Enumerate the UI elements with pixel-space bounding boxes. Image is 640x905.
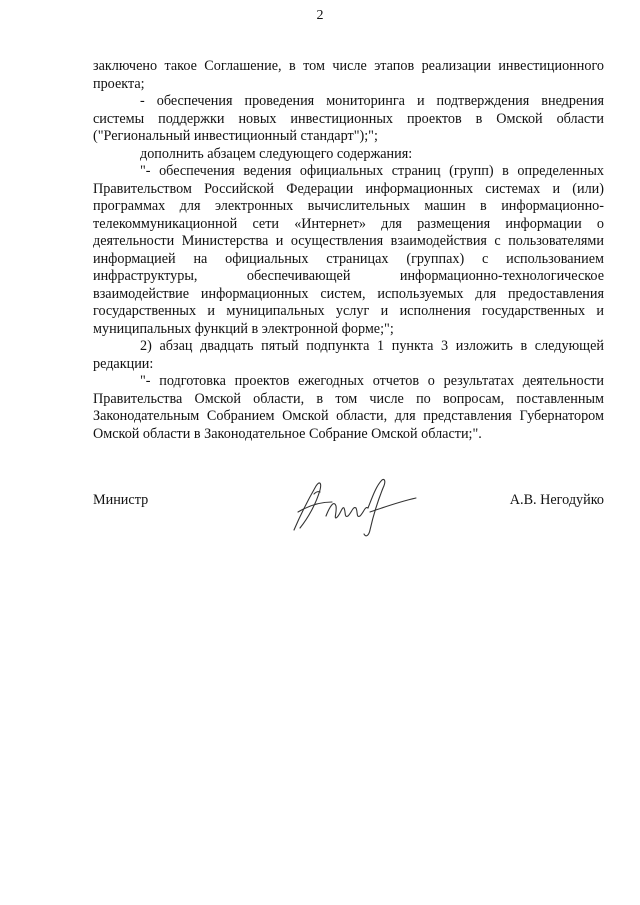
document-body bbox=[93, 58, 604, 443]
signatory-name: А.В. Негодуйко bbox=[509, 492, 604, 508]
handwritten-signature bbox=[286, 472, 436, 542]
paragraph-official-pages: "- обеспечения ведения официальных страниц (групп) в определенных Правительством Российской Федерации информационных системах и (или) программах для электронных вычислительных машин в информационно-телекоммуникационной сети «Интернет» для размещения информации о деятельности Министерства и осуществления взаимодействия с пользователями информацией на официальных страницах (группах) с использованием инфраструктуры, обеспечивающей информационно-технологическое взаимодействие информационных систем, используемых для предоставления государственных и муниципальных услуг и исполнения государственных и муниципальных функций в электронной форме;"; bbox=[93, 163, 604, 337]
paragraph-monitoring: - обеспечения проведения мониторинга и подтверждения внедрения системы поддержки новых инвестиционных проектов в Омской области ("Региональный инвестиционный стандарт");"; bbox=[93, 93, 604, 144]
page-number: 2 bbox=[316, 8, 324, 23]
paragraph-agreement-stages: заключено такое Соглашение, в том числе этапов реализации инвестиционного проекта; bbox=[93, 58, 604, 92]
paragraph-annual-reports: "- подготовка проектов ежегодных отчетов о результатах деятельности Правительства Омской области, в том числе по вопросам, поставленным Законодательным Собранием Омской области, для представления Губернатором Омской области в Законодательное Собрание Омской области;". bbox=[93, 373, 604, 442]
paragraph-supplement-intro: дополнить абзацем следующего содержания: bbox=[140, 145, 413, 162]
signatory-title: Министр bbox=[93, 492, 149, 508]
paragraph-amendment-2: 2) абзац двадцать пятый подпункта 1 пункта 3 изложить в следующей редакции: bbox=[93, 338, 604, 372]
